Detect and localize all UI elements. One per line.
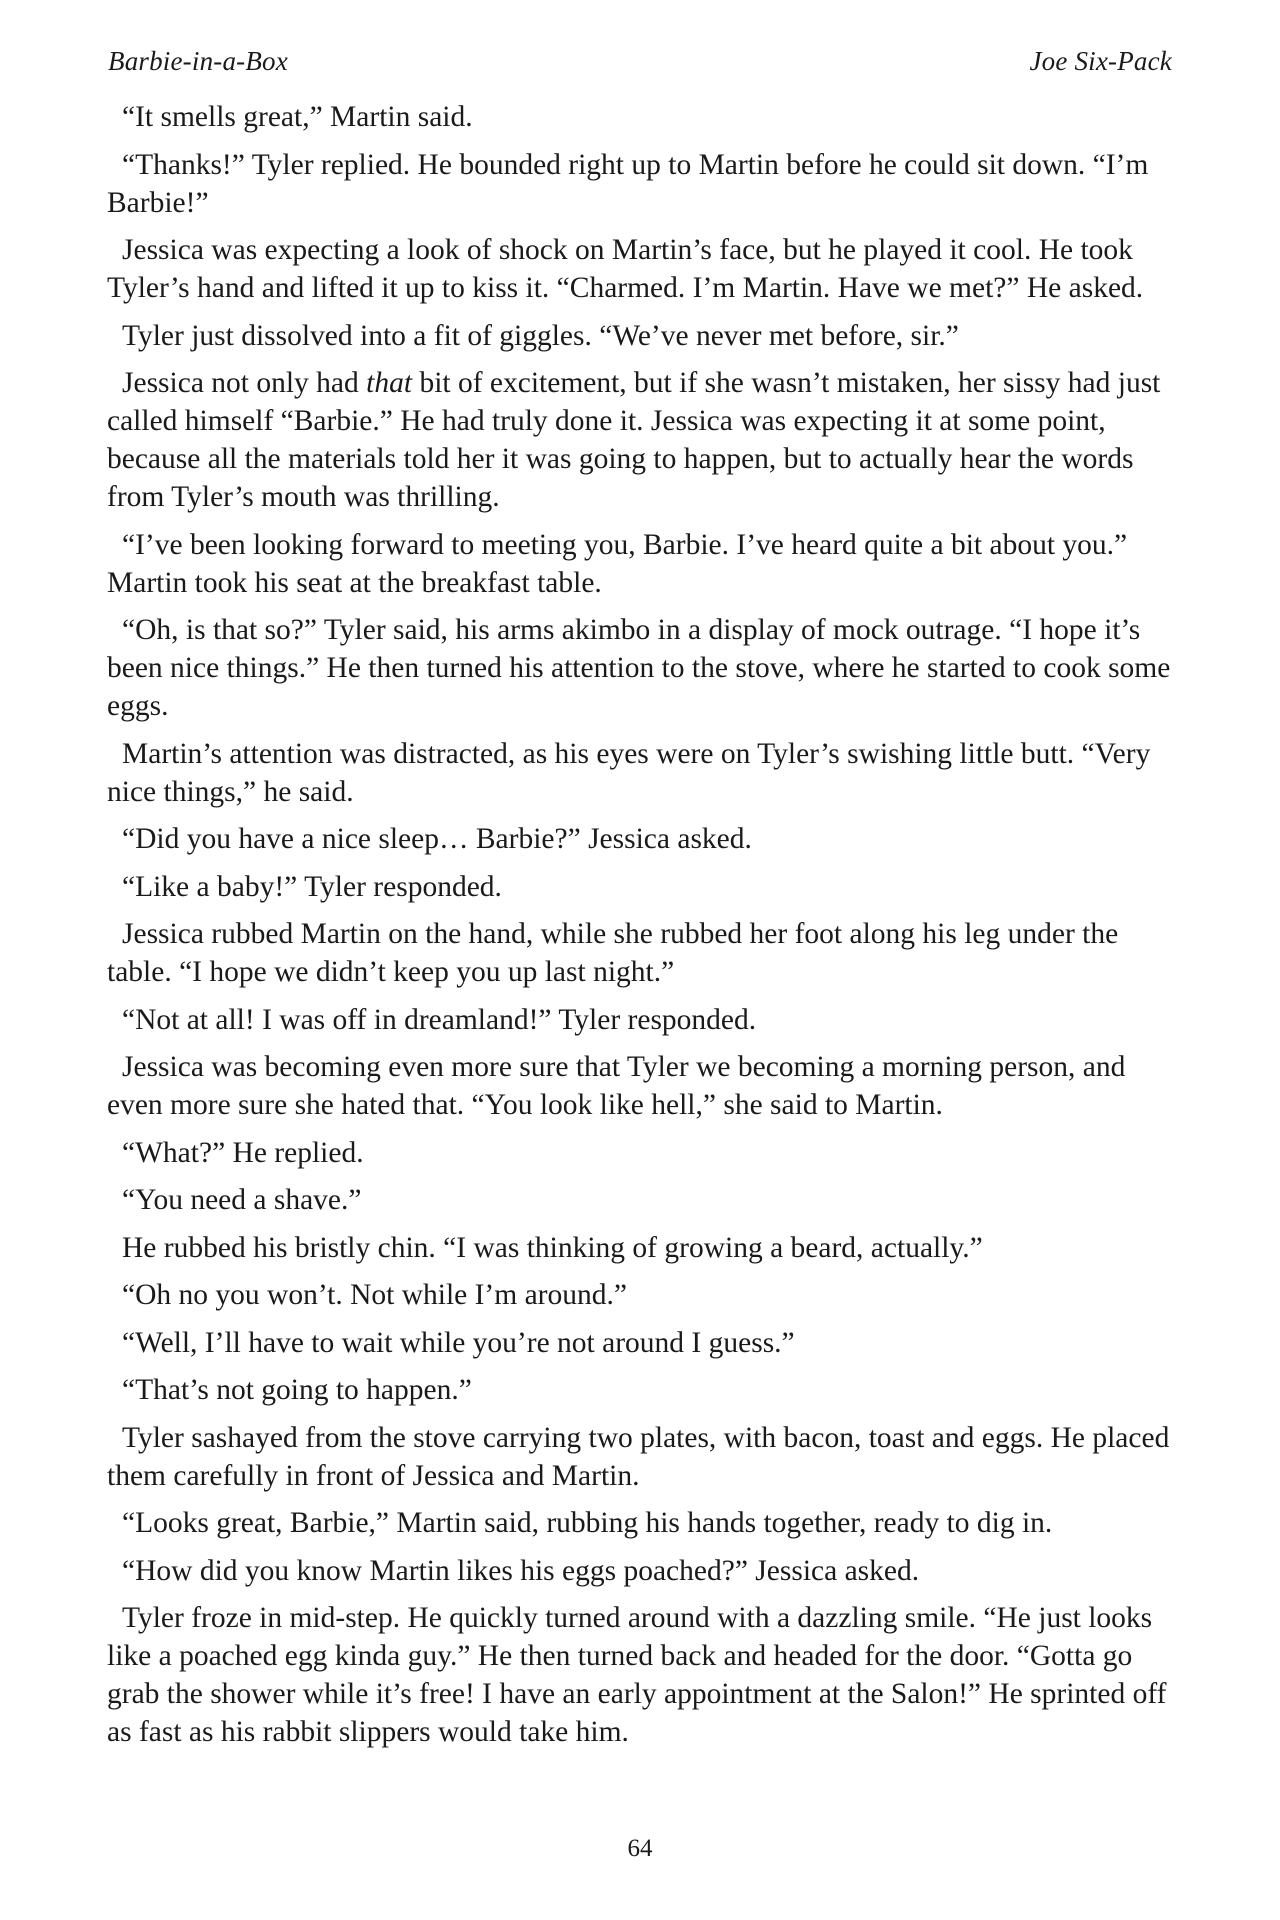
paragraph: Martin’s attention was distracted, as his eyes were on Tyler’s swishing little butt. “Very nice things,” he said.	[107, 737, 1151, 808]
emphasis-text: that	[366, 367, 413, 399]
running-head	[108, 46, 1172, 77]
paragraph: “You need a shave.”	[122, 1184, 362, 1216]
paragraph: Tyler sashayed from the stove carrying two plates, with bacon, toast and eggs. He placed them carefully in front of Jessica and Martin.	[107, 1421, 1170, 1492]
paragraph: “Not at all! I was off in dreamland!” Tyler responded.	[122, 1003, 757, 1036]
paragraph: Jessica was becoming even more sure that Tyler we becoming a morning person, and even more sure she hated that. “You look like hell,” she said to Martin.	[107, 1051, 1126, 1121]
paragraph: “Oh no you won’t. Not while I’m around.”	[122, 1279, 627, 1311]
paragraph: “That’s not going to happen.”	[122, 1374, 472, 1406]
paragraph	[107, 364, 1173, 516]
paragraph: Jessica rubbed Martin on the hand, while she rubbed her foot along his leg under the table. “I hope we didn’t keep you up last night.”	[107, 918, 1119, 988]
paragraph: He rubbed his bristly chin. “I was thinking of growing a beard, actually.”	[122, 1231, 983, 1264]
book-title: Barbie-in-a-Box	[108, 46, 288, 76]
body-text	[107, 98, 1173, 1761]
paragraph: “Like a baby!” Tyler responded.	[122, 870, 502, 903]
author-name: Joe Six-Pack	[1029, 46, 1172, 76]
paragraph: “Did you have a nice sleep… Barbie?” Jessica asked.	[122, 823, 752, 855]
paragraph: Tyler froze in mid-step. He quickly turned around with a dazzling smile. “He just looks like a poached egg kinda guy.” He then turned back and headed for the door. “Gotta go grab the shower while it’s free! I have an early appointment at the Salon!” He sprinted off as fast as his rabbit slippers would take him.	[107, 1602, 1167, 1748]
page-number: 64	[627, 1835, 653, 1862]
paragraph: “Thanks!” Tyler replied. He bounded right up to Martin before he could sit down. “I’m Barbie!”	[107, 148, 1149, 219]
paragraph: “I’ve been looking forward to meeting you, Barbie. I’ve heard quite a bit about you.” Martin took his seat at the breakfast table.	[107, 528, 1128, 599]
paragraph-text: Jessica not only had	[122, 367, 367, 399]
paragraph: Jessica was expecting a look of shock on Martin’s face, but he played it cool. He took Tyler’s hand and lifted it up to kiss it. “Charmed. I’m Martin. Have we met?” He asked.	[107, 234, 1144, 304]
paragraph: “Oh, is that so?” Tyler said, his arms akimbo in a display of mock outrage. “I hope it’s been nice things.” He then turned his attention to the stove, where he started to cook some eggs.	[107, 614, 1171, 722]
paragraph-text: bit of excitement, but if she wasn’t mistaken, her sissy had just called himself “Barbie.” He had truly done it. Jessica was expecting it at some point, because all the materials told her it was going to happen, but to actually hear the words from Tyler’s mouth was thrilling.	[107, 367, 1161, 513]
paragraph: “How did you know Martin likes his eggs poached?” Jessica asked.	[122, 1554, 920, 1587]
paragraph: “Well, I’ll have to wait while you’re not around I guess.”	[122, 1326, 795, 1359]
paragraph: “Looks great, Barbie,” Martin said, rubbing his hands together, ready to dig in.	[122, 1507, 1053, 1539]
paragraph: “It smells great,” Martin said.	[122, 101, 473, 133]
paragraph: Tyler just dissolved into a fit of giggles. “We’ve never met before, sir.”	[122, 319, 959, 352]
paragraph: “What?” He replied.	[122, 1136, 364, 1169]
